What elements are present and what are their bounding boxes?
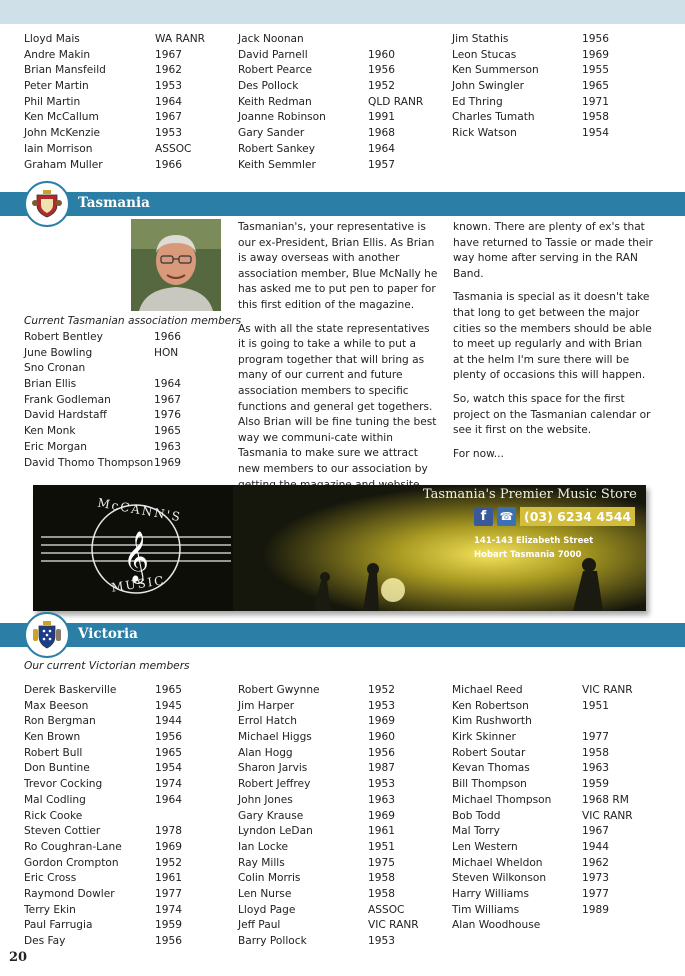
member-name: Jack Noonan [238, 33, 304, 45]
member-row [24, 110, 224, 126]
member-year: VIC RANR [368, 919, 419, 932]
facebook-icon[interactable]: f [474, 507, 493, 526]
member-name: Peter Martin [24, 80, 89, 93]
victoria-members-col1 [24, 683, 224, 950]
member-name: Ken Brown [24, 731, 81, 744]
member-year: 1962 [582, 856, 609, 869]
member-year: 1956 [155, 731, 182, 744]
member-name: John Swingler [452, 80, 524, 93]
member-year: 1963 [154, 440, 181, 453]
member-row [238, 746, 438, 762]
member-year: 1951 [368, 840, 395, 853]
member-name: Trevor Cocking [24, 778, 103, 791]
ad-address-street: 141-143 Elizabeth Street [474, 536, 594, 546]
member-year: 1958 [582, 746, 609, 759]
member-name: David Hardstaff [24, 409, 107, 422]
member-name: Michael Higgs [238, 731, 312, 744]
member-row [238, 110, 438, 126]
member-row [238, 793, 438, 809]
member-name: Eric Cross [24, 872, 77, 885]
member-year: 1969 [368, 809, 395, 822]
member-row [24, 32, 224, 48]
member-name: Steven Cottier [24, 825, 101, 838]
member-name: Ron Bergman [24, 715, 96, 728]
member-row [452, 918, 662, 934]
member-name: Frank Godleman [24, 393, 111, 406]
member-name: Terry Ekin [24, 903, 76, 916]
members-list-col1 [24, 32, 224, 173]
member-year: 1944 [155, 715, 182, 728]
member-row [24, 793, 224, 809]
member-name: Iain Morrison [24, 142, 93, 155]
member-name: Jeff Paul [238, 919, 281, 932]
member-row [238, 683, 438, 699]
member-row [24, 777, 224, 793]
member-year: 1959 [155, 919, 182, 932]
member-name: Len Western [452, 840, 518, 853]
member-name: Tim Williams [452, 903, 520, 916]
member-row [452, 48, 652, 64]
member-row [24, 456, 234, 472]
member-row [24, 377, 234, 393]
member-name: June Bowling [24, 346, 93, 359]
member-name: Lloyd Page [238, 903, 296, 916]
member-name: Gordon Crompton [24, 856, 119, 869]
members-list-col3 [452, 32, 652, 142]
member-row [452, 746, 662, 762]
member-row [238, 126, 438, 142]
member-name: Ed Thring [452, 95, 503, 108]
member-name: Ken Robertson [452, 699, 529, 712]
member-row [452, 793, 662, 809]
member-row [238, 903, 438, 919]
member-name: Mal Torry [452, 825, 500, 838]
ad-tagline: Tasmania's Premier Music Store [423, 487, 637, 502]
member-year: 1969 [155, 840, 182, 853]
member-year: 1953 [155, 80, 182, 93]
member-year: 1952 [368, 684, 395, 696]
member-year: 1967 [155, 48, 182, 61]
member-row [24, 126, 224, 142]
member-year: 1967 [154, 393, 181, 406]
member-year: 1969 [368, 715, 395, 728]
member-year: 1964 [154, 378, 181, 391]
victoria-section-bar [0, 623, 685, 647]
member-name: Robert Gwynne [238, 684, 320, 696]
member-row [24, 440, 234, 456]
member-year: 1956 [155, 935, 182, 947]
victoria-title: Victoria [78, 626, 138, 642]
member-row [452, 683, 662, 699]
member-year: 1968 RM [582, 793, 629, 806]
member-name: Kirk Skinner [452, 731, 516, 744]
tasmania-paragraph: known. There are plenty of ex's that have returned to Tassie or made their way home after serving in the RAN Band. [453, 221, 653, 280]
member-name: Graham Muller [24, 158, 103, 171]
member-name: Alan Hogg [238, 746, 293, 759]
member-row [452, 840, 662, 856]
member-year: 1973 [582, 872, 609, 885]
mccanns-music-advertisement[interactable] [33, 485, 646, 611]
member-row [24, 903, 224, 919]
member-row [24, 730, 224, 746]
member-year: 1957 [368, 158, 395, 171]
member-row [238, 887, 438, 903]
member-row [24, 424, 234, 440]
member-name: Barry Pollock [238, 935, 307, 947]
member-row [24, 393, 234, 409]
member-year: 1944 [582, 840, 609, 853]
member-name: Max Beeson [24, 699, 89, 712]
member-row [24, 840, 224, 856]
member-year: 1989 [582, 903, 609, 916]
member-year: 1945 [155, 699, 182, 712]
member-row [238, 809, 438, 825]
member-row [238, 142, 438, 158]
member-name: Sno Cronan [24, 362, 86, 375]
ad-phone[interactable]: (03) 6234 4544 [520, 507, 635, 526]
member-year: 1958 [368, 872, 395, 885]
member-year: 1953 [155, 127, 182, 140]
member-row [452, 871, 662, 887]
member-name: Michael Reed [452, 684, 523, 696]
member-name: David Parnell [238, 48, 308, 61]
member-row [24, 714, 224, 730]
member-name: Len Nurse [238, 887, 292, 900]
member-name: Mal Codling [24, 793, 86, 806]
member-name: Gary Krause [238, 809, 304, 822]
member-name: Gary Sander [238, 127, 305, 140]
member-name: Paul Farrugia [24, 919, 93, 932]
tasmania-title: Tasmania [78, 195, 150, 211]
member-row [238, 48, 438, 64]
svg-text:𝄞: 𝄞 [122, 531, 150, 582]
member-row [24, 158, 224, 174]
member-name: Don Buntine [24, 762, 90, 775]
member-row [24, 746, 224, 762]
member-name: Keith Redman [238, 95, 312, 108]
member-year: 1958 [368, 887, 395, 900]
member-name: Ray Mills [238, 856, 285, 869]
member-row [452, 63, 652, 79]
member-year: 1966 [155, 158, 182, 171]
member-year: 1977 [582, 731, 609, 744]
member-year: 1971 [582, 95, 609, 108]
member-name: Ken Monk [24, 425, 76, 438]
member-row [452, 79, 652, 95]
member-name: Kevan Thomas [452, 762, 530, 775]
page-number: 20 [9, 950, 28, 965]
logo-bottom-text: MUSIC [110, 573, 167, 595]
member-name: Des Pollock [238, 80, 299, 93]
member-year: 1974 [155, 903, 182, 916]
member-name: Andre Makin [24, 48, 91, 61]
tasmania-paragraph: Tasmanian's, your representative is our ex-President, Brian Ellis. As Brian is away overseas with another association member, Blue McNally he has asked me to put pen to paper for this first edition of the magazine. [238, 221, 438, 311]
member-row [24, 871, 224, 887]
member-row [24, 934, 224, 950]
member-name: Kim Rushworth [452, 715, 532, 728]
member-year: VIC RANR [582, 684, 633, 696]
member-year: 1956 [368, 746, 395, 759]
tasmania-section-bar [0, 192, 685, 216]
member-row [24, 361, 234, 377]
tasmania-paragraph: For now... [453, 447, 504, 460]
member-row [238, 32, 438, 48]
phone-icon[interactable]: ☎ [497, 507, 516, 526]
member-name: Ken Summerson [452, 64, 539, 77]
member-name: Ian Locke [238, 840, 288, 853]
member-name: Keith Semmler [238, 158, 316, 171]
member-row [24, 79, 224, 95]
member-year: 1953 [368, 778, 395, 791]
member-name: Errol Hatch [238, 715, 297, 728]
member-name: Lyndon LeDan [238, 825, 313, 838]
tasmania-members-caption: Current Tasmanian association members [24, 315, 242, 327]
member-year: 1962 [155, 64, 182, 77]
victoria-members-col2 [238, 683, 438, 950]
member-row [238, 761, 438, 777]
member-row [452, 809, 662, 825]
member-year: HON [154, 346, 179, 359]
member-name: Eric Morgan [24, 440, 87, 453]
member-name: Harry Williams [452, 887, 529, 900]
members-list-col2 [238, 32, 438, 173]
member-row [24, 95, 224, 111]
member-name: Alan Woodhouse [452, 919, 541, 932]
member-name: Lloyd Mais [24, 33, 80, 45]
member-year: 1956 [368, 64, 395, 77]
member-year: 1958 [582, 111, 609, 124]
member-year: QLD RANR [368, 95, 424, 108]
member-row [24, 887, 224, 903]
member-row [24, 809, 224, 825]
member-row [452, 110, 652, 126]
member-row [452, 824, 662, 840]
victoria-members-col3 [452, 683, 662, 934]
member-row [238, 856, 438, 872]
member-name: Steven Wilkonson [452, 872, 547, 885]
member-year: 1969 [582, 48, 609, 61]
member-row [24, 142, 224, 158]
member-year: 1953 [368, 699, 395, 712]
member-row [452, 32, 652, 48]
ad-address-city: Hobart Tasmania 7000 [474, 550, 582, 560]
tasmania-crest-icon [24, 181, 70, 227]
member-row [24, 346, 234, 362]
member-year: 1977 [582, 887, 609, 900]
representative-photo [131, 219, 221, 311]
member-row [452, 714, 662, 730]
member-name: David Thomo Thompson [24, 456, 154, 469]
member-name: Des Fay [24, 935, 66, 947]
member-name: Bob Todd [452, 809, 501, 822]
member-year: 1954 [155, 762, 182, 775]
member-year: 1960 [368, 48, 395, 61]
member-row [24, 408, 234, 424]
member-row [452, 699, 662, 715]
member-name: Robert Jeffrey [238, 778, 311, 791]
member-name: John McKenzie [24, 127, 101, 140]
member-name: Michael Wheldon [452, 856, 543, 869]
member-name: Brian Mansfeild [24, 64, 106, 77]
member-name: Jim Harper [238, 699, 295, 712]
member-row [238, 918, 438, 934]
member-year: 1953 [368, 935, 395, 947]
member-year: 1963 [582, 762, 609, 775]
member-year: 1969 [154, 456, 181, 469]
member-row [238, 934, 438, 950]
member-row [238, 95, 438, 111]
member-name: Colin Morris [238, 872, 301, 885]
member-year: 1967 [582, 825, 609, 838]
member-row [238, 79, 438, 95]
member-year: 1963 [368, 793, 395, 806]
member-name: Charles Tumath [452, 111, 535, 124]
member-year: 1965 [155, 746, 182, 759]
member-row [24, 63, 224, 79]
member-year: 1954 [582, 127, 609, 140]
member-row [24, 918, 224, 934]
member-row [452, 777, 662, 793]
member-row [24, 856, 224, 872]
member-row [24, 48, 224, 64]
member-name: Joanne Robinson [238, 111, 326, 124]
member-name: Ro Coughran-Lane [24, 840, 122, 853]
top-color-band [0, 0, 685, 24]
member-year: ASSOC [155, 142, 192, 155]
member-year: 1961 [368, 825, 395, 838]
victoria-crest-icon [24, 612, 70, 658]
member-year: 1975 [368, 856, 395, 869]
member-row [452, 95, 652, 111]
tasmania-members-list [24, 330, 234, 471]
member-name: John Jones [238, 793, 293, 806]
tasmania-paragraph: Tasmania is special as it doesn't take that long to get between the major cities so the members should be able to meet up regularly and with Brian at the helm I'm sure there will be plenty of occasions this will happen. [453, 291, 652, 382]
member-name: Robert Bentley [24, 331, 103, 343]
member-year: 1952 [155, 856, 182, 869]
member-year: ASSOC [368, 903, 405, 916]
member-name: Rick Watson [452, 127, 517, 140]
member-name: Robert Pearce [238, 64, 312, 77]
member-row [238, 63, 438, 79]
member-year: 1960 [368, 731, 395, 744]
victoria-members-caption: Our current Victorian members [24, 660, 190, 672]
member-year: 1959 [582, 778, 609, 791]
member-row [238, 699, 438, 715]
member-name: Ken McCallum [24, 111, 99, 124]
member-row [24, 330, 234, 346]
member-row [452, 903, 662, 919]
member-row [452, 761, 662, 777]
member-name: Raymond Dowler [24, 887, 115, 900]
tasmania-text-col2 [453, 220, 653, 470]
member-year: 1968 [368, 127, 395, 140]
member-year: 1967 [155, 111, 182, 124]
member-name: Jim Stathis [452, 33, 509, 45]
member-year: VIC RANR [582, 809, 633, 822]
member-row [238, 824, 438, 840]
member-year: 1976 [154, 409, 181, 422]
mccanns-logo [41, 493, 231, 605]
member-year: 1964 [368, 142, 395, 155]
member-year: 1987 [368, 762, 395, 775]
tasmania-text-col1 [238, 220, 438, 501]
member-row [238, 158, 438, 174]
member-row [452, 887, 662, 903]
member-name: Phil Martin [24, 95, 81, 108]
member-row [24, 699, 224, 715]
member-row [24, 761, 224, 777]
member-year: 1966 [154, 331, 181, 343]
member-year: 1964 [155, 95, 182, 108]
tasmania-paragraph: So, watch this space for the first project on the Tasmanian calendar or see it first on the website. [453, 392, 651, 437]
member-name: Robert Bull [24, 746, 83, 759]
member-year: 1961 [155, 872, 182, 885]
member-row [452, 126, 652, 142]
member-year: 1965 [154, 425, 181, 438]
member-year: 1965 [155, 684, 182, 696]
member-row [238, 777, 438, 793]
member-name: Michael Thompson [452, 793, 552, 806]
member-name: Sharon Jarvis [238, 762, 308, 775]
member-row [238, 730, 438, 746]
member-year: 1955 [582, 64, 609, 77]
member-row [24, 824, 224, 840]
member-year: 1974 [155, 778, 182, 791]
member-row [452, 856, 662, 872]
logo-top-text: McCANN'S [96, 495, 183, 525]
member-row [24, 683, 224, 699]
member-row [238, 871, 438, 887]
member-year: 1965 [582, 80, 609, 93]
member-row [238, 714, 438, 730]
member-row [238, 840, 438, 856]
member-year: WA RANR [155, 33, 205, 45]
member-name: Brian Ellis [24, 378, 77, 391]
member-row [452, 730, 662, 746]
member-year: 1978 [155, 825, 182, 838]
member-name: Leon Stucas [452, 48, 517, 61]
member-year: 1964 [155, 793, 182, 806]
member-name: Robert Sankey [238, 142, 315, 155]
member-year: 1956 [582, 33, 609, 45]
tasmania-paragraph: As with all the state representatives it is going to take a while to put a program together that will bring as many of our current and future association members to specific functions and general get togethers. Also Brian will be fine tuning the best way we communi-cate within Tasmania to make sure we attract new members to our association by [238, 322, 437, 475]
member-year: 1977 [155, 887, 182, 900]
member-name: Rick Cooke [24, 809, 83, 822]
member-year: 1952 [368, 80, 395, 93]
member-name: Derek Baskerville [24, 684, 117, 696]
member-year: 1951 [582, 699, 609, 712]
member-year: 1991 [368, 111, 395, 124]
member-name: Bill Thompson [452, 778, 527, 791]
member-name: Robert Soutar [452, 746, 526, 759]
